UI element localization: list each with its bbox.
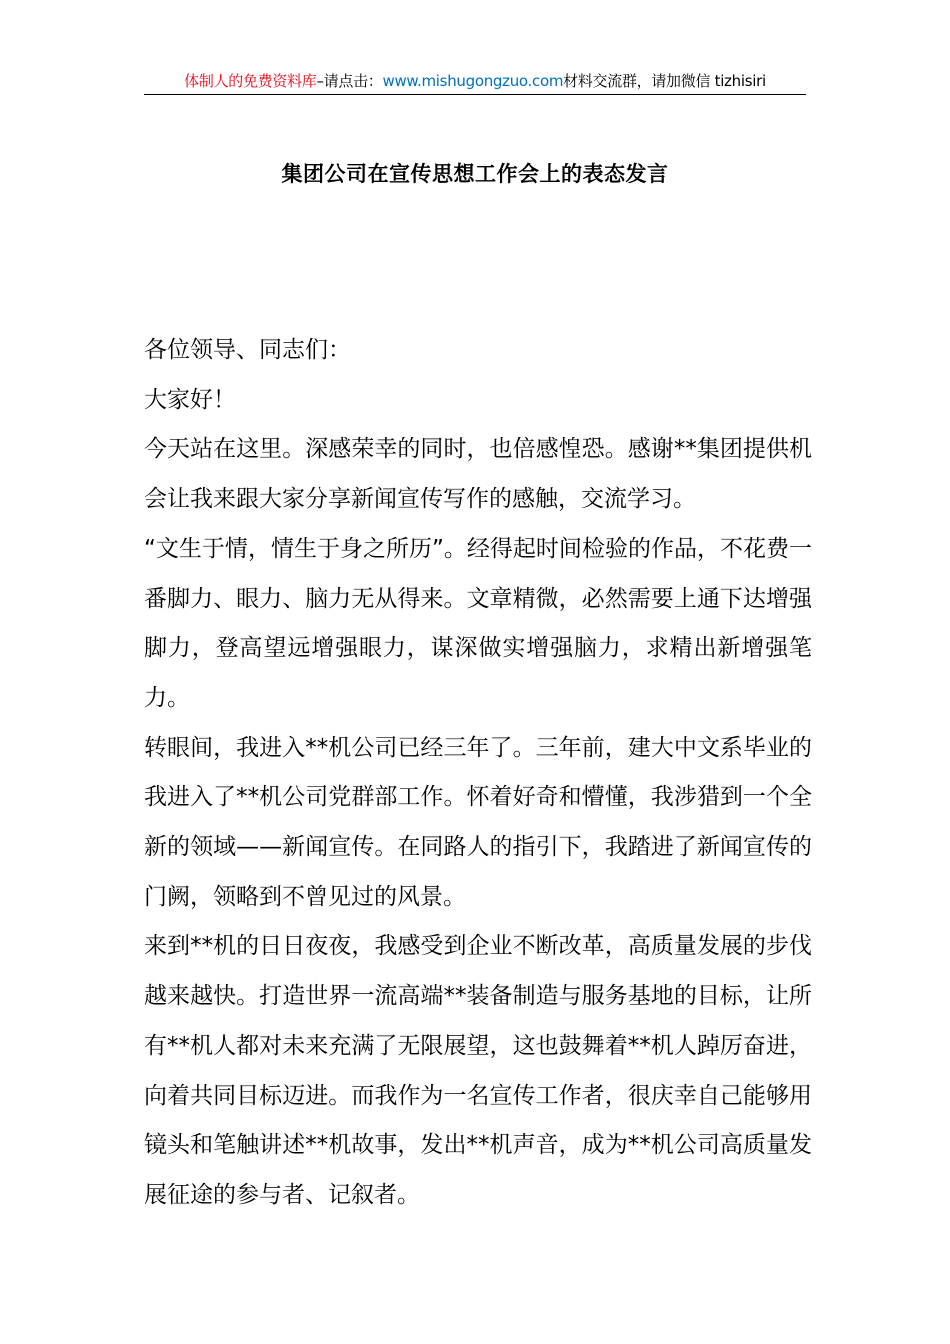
document-body: [144, 326, 812, 1221]
header-url-link[interactable]: www.mishugongzuo.com: [382, 72, 564, 90]
document-title: 集团公司在宣传思想工作会上的表态发言: [281, 162, 669, 186]
greeting: 大家好！: [144, 386, 236, 413]
header-wechat-note: 材料交流群，请加微信 tizhisiri: [563, 72, 766, 90]
body-paragraph: 来到**机的日日夜夜，我感受到企业不断改革，高质量发展的步伐越来越快。打造世界一流高端**装备制造与服务基地的目标，让所有**机人都对未来充满了无限展望，这也鼓舞着**机人踔厉奋进，向着共同目标迈进。而我作为一名宣传工作者，很庆幸自己能够用镜头和笔触讲述**机故事，发出**机声音，成为**机公司高质量发展征途的参与者、记叙者。: [144, 933, 812, 1208]
body-paragraph: 今天站在这里。深感荣幸的同时，也倍感惶恐。感谢**集团提供机会让我来跟大家分享新闻宣传写作的感触，交流学习。: [144, 436, 812, 513]
salutation: 各位领导、同志们：: [144, 337, 351, 363]
body-paragraph: “文生于情，情生于身之所历”。经得起时间检验的作品，不花费一番脚力、眼力、脑力无从得来。文章精微，必然需要上通下达增强脚力，登高望远增强眼力，谋深做实增强脑力，求精出新增强笔力。: [144, 535, 812, 711]
page-header: [144, 70, 806, 95]
body-paragraph: 转眼间，我进入**机公司已经三年了。三年前，建大中文系毕业的我进入了**机公司党群部工作。怀着好奇和懵懂，我涉猎到一个全新的领域——新闻宣传。在同路人的指引下，我踏进了新闻宣传的门阙，领略到不曾见过的风景。: [144, 734, 812, 910]
header-site-name: 体制人的免费资料库: [184, 72, 317, 90]
header-click-prompt: –请点击：: [316, 72, 383, 90]
